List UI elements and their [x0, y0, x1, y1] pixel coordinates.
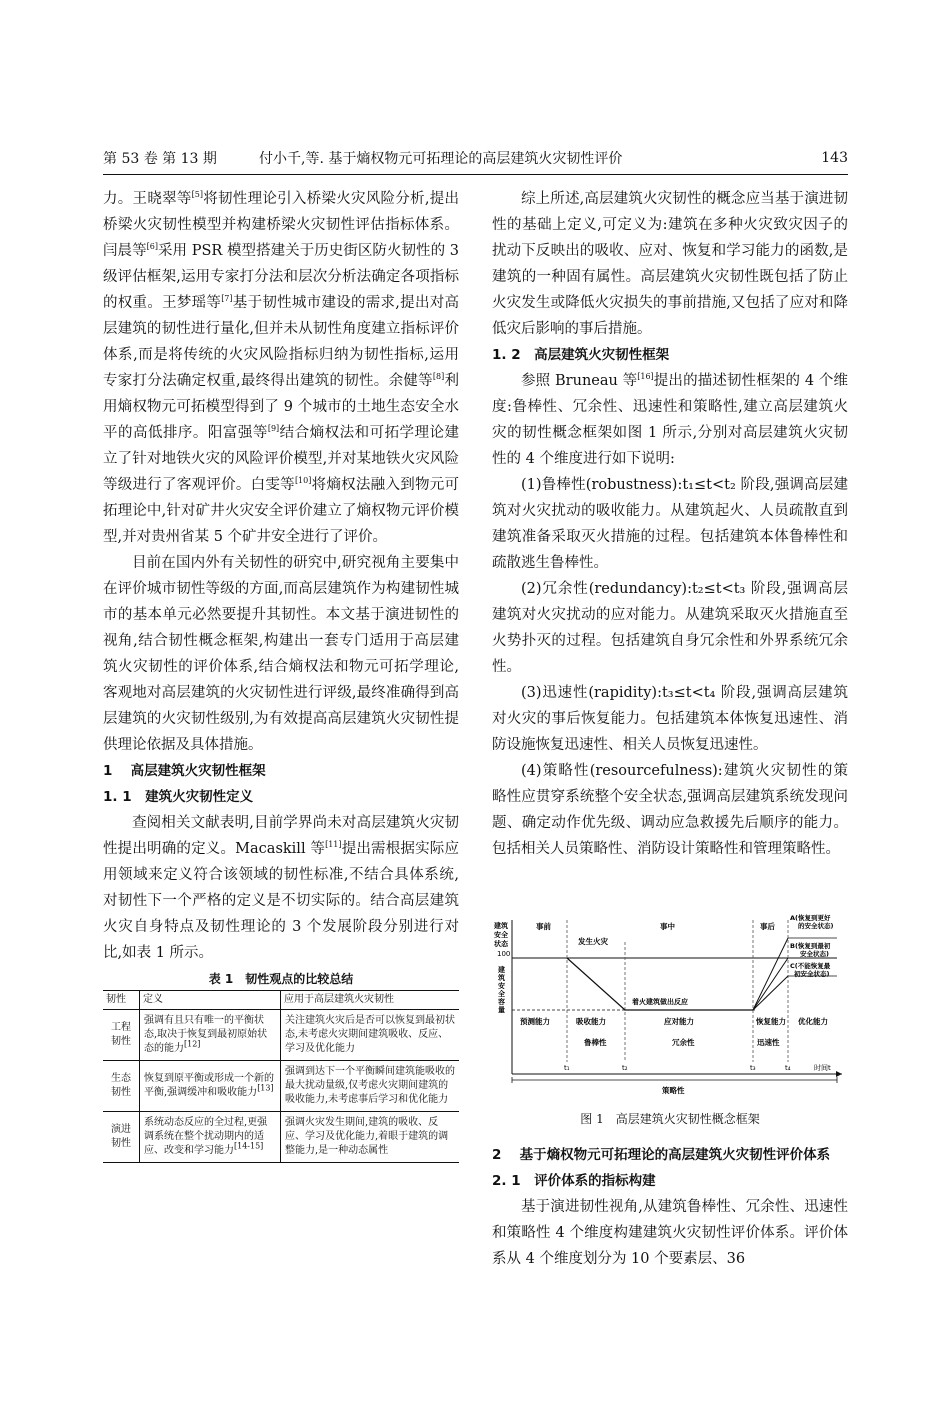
y-tick-100: 100 [497, 950, 511, 958]
bracket-label: 策略性 [662, 1086, 685, 1095]
annotation: 着火建筑做出反应 [632, 998, 688, 1006]
capability-label: 应对能力 [664, 1017, 694, 1026]
y-label: 筑 [498, 974, 505, 982]
right-column-lower [492, 1142, 848, 1272]
capability-label: 恢复能力 [756, 1017, 786, 1026]
outcome-label: A(恢复到更好 [790, 914, 831, 922]
header-rule [103, 174, 848, 175]
y-label: 量 [498, 1006, 505, 1014]
table-row: 演进韧性 系统动态反应的全过程,更强调系统在整个扰动期内的适应、改变和学习能力[14-15] 强调火灾发生期间,建筑的吸收、反应、学习及优化能力,着眼于建筑的调整能力,是一种动态属性 [103, 1112, 459, 1163]
subsection-heading: 1. 1 建筑火灾韧性定义 [103, 789, 254, 805]
property-label: 冗余性 [672, 1038, 695, 1047]
outcome-label: 的安全状态) [798, 922, 834, 930]
table-row: 生态韧性 恢复到原平衡或形成一个新的平衡,强调缓冲和吸收能力[13] 强调到达下一个平衡瞬间建筑能吸收的最大扰动量级,仅考虑火灾期间建筑的吸收能力,未考虑事后学习和优化能力 [103, 1061, 459, 1112]
figure-caption: 图 1 高层建筑火灾韧性概念框架 [580, 1112, 760, 1126]
x-axis-label: 时间t [814, 1064, 831, 1072]
paragraph: 参照 Bruneau 等[16]提出的描述韧性框架的 4 个维度:鲁棒性、冗余性、迅速性和策略性,建立高层建筑火灾的韧性概念框架如图 1 所示,分别对高层建筑火灾韧性的 4 个维度进行如下说明: [492, 372, 848, 467]
y-label: 容 [498, 998, 505, 1006]
y-label: 状态 [494, 940, 508, 948]
comparison-table [103, 990, 459, 1163]
paragraph: 综上所述,高层建筑火灾韧性的概念应当基于演进韧性的基础上定义,可定义为:建筑在多种火灾致灾因子的扰动下反映出的吸收、应对、恢复和学习能力的函数,是建筑的一种固有属性。高层建筑火灾韧性既包括了防止火灾发生或降低火灾损失的事前措施,又包括了应对和降低灾后影响的事后措施。 [492, 191, 848, 337]
paragraph: (2)冗余性(redundancy):t₂≤t<t₃ 阶段,强调高层建筑对火灾扰动的应对能力。从建筑采取灭火措施直至火势扑灭的过程。包括建筑自身冗余性和外界系统冗余性。 [492, 581, 848, 675]
resilience-framework-diagram [492, 912, 848, 1098]
right-column [492, 186, 848, 862]
y-label: 安 [498, 982, 505, 990]
section-heading: 1 高层建筑火灾韧性框架 [103, 763, 266, 779]
running-title: 付小千,等. 基于熵权物元可拓理论的高层建筑火灾韧性评价 [259, 151, 623, 167]
annotation: 发生火灾 [578, 937, 608, 946]
paragraph: (3)迅速性(rapidity):t₃≤t<t₄ 阶段,强调高层建筑对火灾的事后恢复能力。包括建筑本体恢复迅速性、消防设施恢复迅速性、相关人员恢复迅速性。 [492, 685, 848, 753]
x-axis-arrow [836, 1071, 842, 1077]
left-column [103, 186, 459, 1163]
paragraph: 查阅相关文献表明,目前学界尚未对高层建筑火灾韧性提出明确的定义。Macaskill 等[11]提出需根据实际应用领域来定义符合该领域的韧性标准,不结合具体系统,对韧性下一个严格的定义是不切实际的。结合高层建筑火灾自身特点及韧性理论的 3 个发展阶段分别进行对比,如表 1 所示。 [103, 815, 459, 961]
capability-label: 吸收能力 [576, 1017, 606, 1026]
outcome-label: B(恢复到最初 [790, 942, 831, 950]
subsection-heading: 1. 2 高层建筑火灾韧性框架 [492, 347, 670, 363]
phase-label: 事前 [536, 922, 551, 931]
paragraph: 力。王晓翠等[5]将韧性理论引入桥梁火灾风险分析,提出桥梁火灾韧性模型并构建桥梁火灾韧性评估指标体系。闫晨等[6]采用 PSR 模型搭建关于历史街区防火韧性的 3 级评估框架,运用专家打分法和层次分析法确定各项指标的权重。王梦瑶等[7]基于韧性城市建设的需求,提出对高层建筑的韧性进行量化,但并未从韧性角度建立指标评价体系,而是将传统的火灾风险指标归纳为韧性指标,运用专家打分法确定权重,最终得出建筑的韧性。余健等[8]利用熵权物元可拓模型得到了 9 个城市的土地生态安全水平的高低排序。阳富强等[9]结合熵权法和可拓学理论建立了针对地铁火灾的风险评价模型,并对某地铁火灾风险等级进行了客观评价。白雯等[10]将熵权法融入到物元可拓理论中,针对矿井火灾安全评价建立了熵权物元评价模型,并对贵州省某 5 个矿井安全进行了评价。 [103, 190, 460, 545]
paragraph: (1)鲁棒性(robustness):t₁≤t<t₂ 阶段,强调高层建筑对火灾扰动的吸收能力。从建筑起火、人员疏散直到建筑准备采取灭火措施的过程。包括建筑本体鲁棒性和疏散逃生鲁棒性。 [492, 477, 848, 571]
outcome-label: 初安全状态) [794, 970, 830, 978]
property-label: 鲁棒性 [584, 1038, 607, 1047]
curve-c [753, 976, 788, 1010]
table-header: 定义 [140, 991, 281, 1010]
paragraph: 基于演进韧性视角,从建筑鲁棒性、冗余性、迅速性和策略性 4 个维度构建建筑火灾韧性评价体系。评价体系从 4 个维度划分为 10 个要素层、36 [492, 1199, 848, 1267]
phase-label: 事中 [660, 922, 675, 931]
section-heading: 2 基于熵权物元可拓理论的高层建筑火灾韧性评价体系 [492, 1147, 831, 1163]
phase-label: 事后 [760, 922, 775, 931]
journal-volume: 第 53 卷 第 13 期 [103, 151, 217, 167]
curve-b [753, 958, 788, 1010]
table-header: 韧性 [103, 991, 140, 1010]
curve-a [753, 938, 788, 1010]
table-row: 工程韧性 强调有且只有唯一的平衡状态,取决于恢复到最初原始状态的能力[12] 关注建筑火灾后是否可以恢复到最初状态,未考虑火灾期间建筑吸收、反应、学习及优化能力 [103, 1010, 459, 1061]
capability-label: 预测能力 [520, 1017, 550, 1026]
figure-1 [492, 912, 848, 1098]
outcome-label: 安全状态) [800, 950, 829, 958]
paragraph: 目前在国内外有关韧性的研究中,研究视角主要集中在评价城市韧性等级的方面,而高层建筑作为构建韧性城市的基本单元必然要提升其韧性。本文基于演进韧性的视角,结合韧性概念框架,构建出一套专门适用于高层建筑火灾韧性的评价体系,结合熵权法和物元可拓学理论,客观地对高层建筑的火灾韧性进行评级,最终准确得到高层建筑的火灾韧性级别,为有效提高高层建筑火灾韧性提供理论依据及具体措施。 [103, 555, 459, 753]
x-tick: t₂ [622, 1064, 628, 1072]
x-tick: t₄ [785, 1064, 791, 1072]
table-caption: 表 1 韧性观点的比较总结 [208, 972, 354, 986]
capability-label: 优化能力 [798, 1017, 828, 1026]
paragraph: (4)策略性(resourcefulness):建筑火灾韧性的策略性应贯穿系统整个安全状态,强调高层建筑系统发现问题、确定动作优先级、调动应急救援先后顺序的能力。包括相关人员策略性、消防设计策略性和管理策略性。 [492, 763, 848, 857]
table-header: 应用于高层建筑火灾韧性 [281, 991, 460, 1010]
y-label: 全 [498, 990, 505, 998]
x-tick: t₃ [750, 1064, 756, 1072]
property-label: 迅速性 [757, 1038, 780, 1047]
y-label: 建筑 [494, 922, 508, 930]
subsection-heading: 2. 1 评价体系的指标构建 [492, 1173, 656, 1189]
page-number: 143 [821, 150, 848, 166]
x-tick: t₁ [564, 1064, 570, 1072]
running-header [103, 148, 848, 172]
y-label: 安全 [494, 931, 508, 939]
outcome-label: C(不能恢复最 [790, 962, 831, 970]
y-label: 建 [498, 966, 505, 974]
